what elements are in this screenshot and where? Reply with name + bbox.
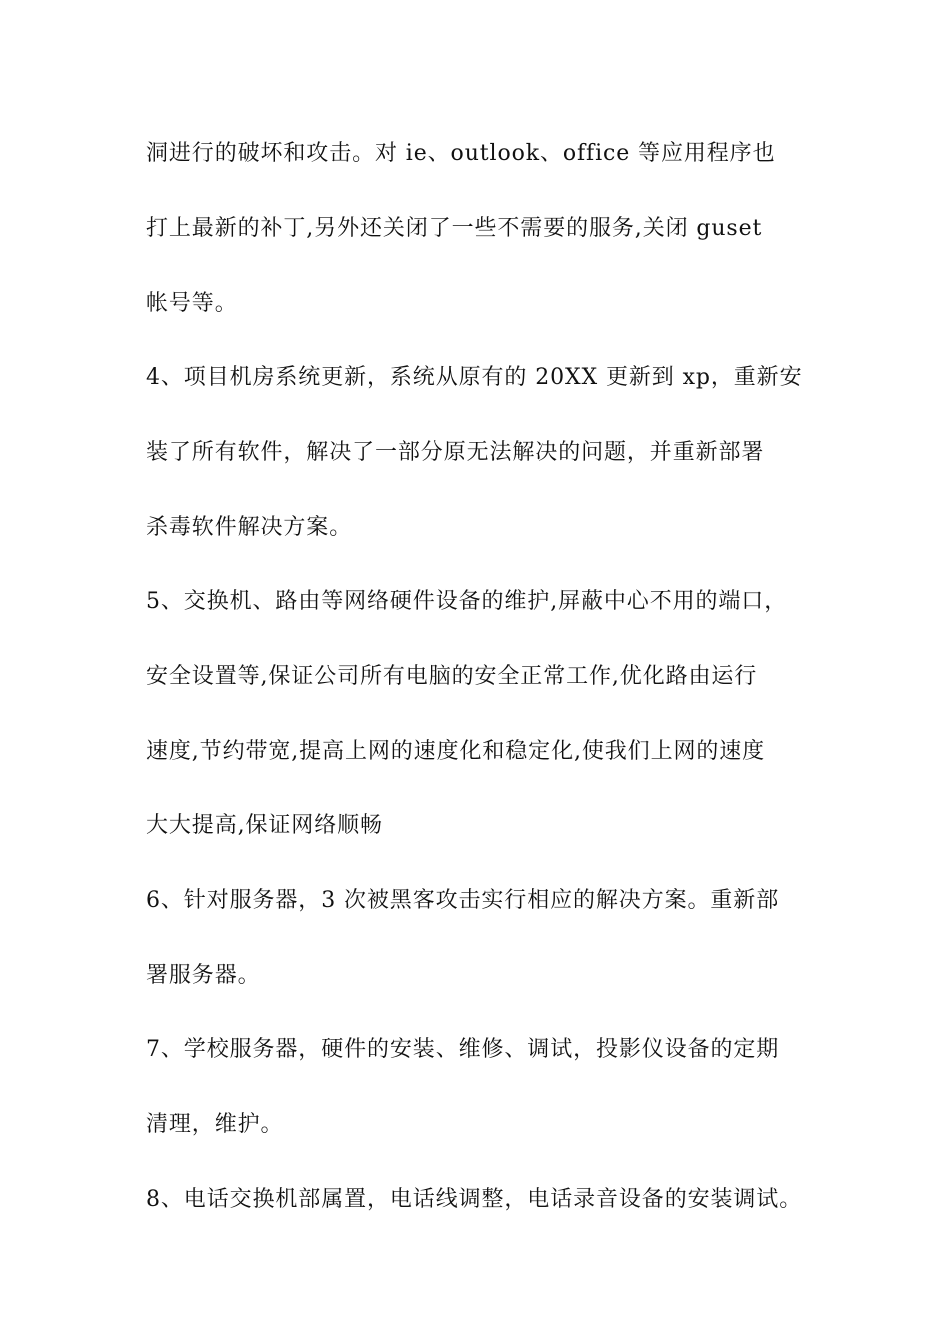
text-line: 清理，维护。	[146, 1112, 284, 1137]
text-line: 8、电话交换机部属置，电话线调整，电话录音设备的安装调试。	[146, 1187, 803, 1212]
text-line: 速度,节约带宽,提高上网的速度化和稳定化,使我们上网的速度	[146, 739, 766, 764]
text-line: 署服务器。	[146, 963, 261, 988]
text-line: 7、学校服务器，硬件的安装、维修、调试，投影仪设备的定期	[146, 1037, 780, 1062]
text-line: 洞进行的破坏和攻击。对 ie、outlook、office 等应用程序也	[146, 141, 776, 166]
text-line: 杀毒软件解决方案。	[146, 515, 353, 540]
text-line: 大大提高,保证网络顺畅	[146, 813, 383, 838]
text-line: 安全设置等,保证公司所有电脑的安全正常工作,优化路由运行	[146, 664, 758, 689]
text-line: 装了所有软件，解决了一部分原无法解决的问题，并重新部署	[146, 440, 765, 465]
text-line: 帐号等。	[146, 291, 238, 316]
text-line: 4、项目机房系统更新，系统从原有的 20XX 更新到 xp，重新安	[146, 365, 803, 390]
text-line: 5、交换机、路由等网络硬件设备的维护,屏蔽中心不用的端口，	[146, 589, 788, 614]
text-line: 6、针对服务器，3 次被黑客攻击实行相应的解决方案。重新部	[146, 888, 780, 913]
text-line: 打上最新的补丁,另外还关闭了一些不需要的服务,关闭 guset	[146, 216, 763, 241]
